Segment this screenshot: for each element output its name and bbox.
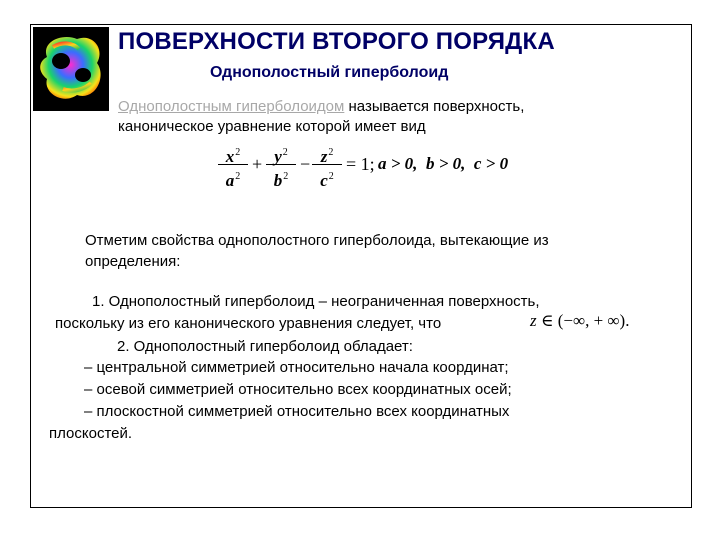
- properties-intro-line-2: определения:: [85, 253, 181, 270]
- definition-term-link[interactable]: Однополостным гиперболоидом: [118, 98, 345, 115]
- denominator-a: a: [225, 171, 235, 190]
- canonical-equation: [218, 142, 538, 192]
- numerator-x: x: [225, 147, 235, 166]
- condition-b: b > 0,: [425, 154, 466, 173]
- symmetry-central: – центральной симметрией относительно начала координат;: [84, 359, 509, 376]
- parameter-conditions: [378, 154, 508, 174]
- z-interval-formula: [530, 311, 629, 331]
- condition-c: c > 0: [473, 154, 509, 173]
- page-subtitle: Однополостный гиперболоид: [210, 64, 449, 81]
- definition-line-1: [118, 96, 524, 118]
- z-variable: z: [530, 311, 537, 330]
- definition-text: называется поверхность,: [344, 98, 525, 115]
- denominator-b: b: [273, 171, 283, 190]
- minus-sign: −: [300, 154, 311, 174]
- condition-a: a > 0,: [378, 154, 418, 173]
- page-title: ПОВЕРХНОСТИ ВТОРОГО ПОРЯДКА: [118, 28, 555, 55]
- symmetry-planar: – плоскостной симметрией относительно всех координатных: [84, 403, 510, 420]
- fraction-y: $\frac{y^2}{b^2}$: [266, 142, 296, 187]
- hyperboloid-surface-image: [33, 27, 109, 111]
- numerator-z: z: [320, 147, 328, 166]
- numerator-y: y: [274, 147, 282, 166]
- interval-text: ∈ (−∞, + ∞).: [536, 311, 630, 330]
- denominator-c: c: [320, 171, 328, 190]
- equals-one: = 1;: [346, 154, 375, 174]
- fraction-x: $\frac{x^2}{a^2}$: [218, 142, 248, 187]
- property-1-line-2: поскольку из его канонического уравнения следует, что: [55, 315, 442, 332]
- definition-line-2: каноническое уравнение которой имеет вид: [118, 118, 426, 135]
- symmetry-axial: – осевой симметрией относительно всех координатных осей;: [84, 381, 512, 398]
- plus-sign: +: [252, 154, 263, 174]
- properties-intro-line-1: Отметим свойства однополостного гиперболоида, вытекающие из: [85, 232, 549, 249]
- property-1-line-1: 1. Однополостный гиперболоид – неограниченная поверхность,: [92, 293, 540, 310]
- symmetry-planar-cont: плоскостей.: [49, 425, 133, 442]
- property-2-line-1: 2. Однополостный гиперболоид обладает:: [117, 338, 413, 355]
- fraction-z: $\frac{z^2}{c^2}$: [312, 142, 342, 187]
